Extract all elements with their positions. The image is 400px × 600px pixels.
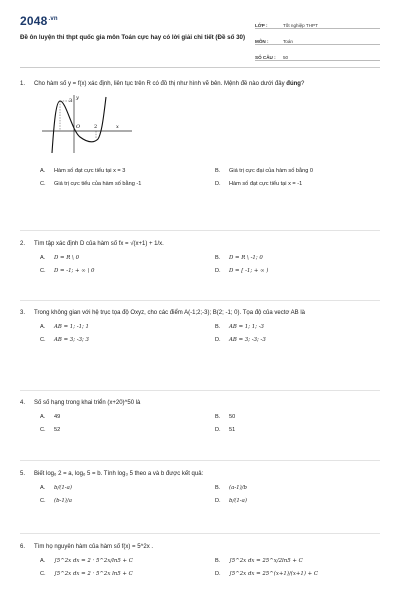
question-6 [20,543,380,577]
option-d[interactable]: D. ∫5^2x dx = 25^(x+1)/(x+1) + C [215,570,319,577]
option-b[interactable]: B. (a-1)/b [215,484,247,491]
option-a[interactable]: A. AB = 1; -1; 1 [40,323,89,330]
question-text: Tìm họ nguyên hàm của hàm số f(x) = 5^2x . [34,544,154,550]
option-d[interactable]: D. Hàm số đạt cực tiểu tại x = -1 [215,180,303,187]
question-text: Tìm tập xác định D của hàm số fx = √(x+1) + 1/x. [34,241,164,247]
option-a[interactable]: A. Hàm số đạt cực tiểu tại x = 3 [40,167,126,174]
question-number: 1. [20,81,26,87]
question-text: Số số hạng trong khai triển (x+20)^50 là [34,400,141,406]
question-text: Biết log₆ 2 = a, log₆ 5 = b. Tính log₃ 5 theo a và b được kết quả: [34,471,204,477]
question-separator [20,533,380,534]
meta-subject-value: Toán [283,39,293,44]
option-a[interactable]: A. D = R \ 0 [40,254,79,261]
function-graph [40,93,135,155]
question-4 [20,399,380,433]
option-b[interactable]: B. 50 [215,413,236,420]
question-number: 5. [20,471,26,477]
option-a[interactable]: A. 49 [40,413,61,420]
header-divider [20,67,380,68]
meta-panel [255,16,380,64]
question-number: 3. [20,310,26,316]
option-d[interactable]: D. 51 [215,426,236,433]
question-text: Trong không gian với hệ trục tọa độ Oxyz, cho các điểm A(-1;2;-3); B(2; -1; 0). Tọa độ của vectơ AB là [34,310,305,316]
meta-class-row [255,16,380,29]
meta-count-label: SỐ CÂU : [255,55,276,60]
meta-subject-row [255,32,380,45]
option-c[interactable]: C. AB = 3; -3; 3 [40,336,89,343]
question-number: 6. [20,544,26,550]
question-separator [20,230,380,231]
meta-count-value: 50 [283,55,289,60]
question-separator [20,390,380,391]
meta-class-value: Tốt nghiệp THPT [283,23,318,28]
option-a[interactable]: A. b/(1-a) [40,484,72,491]
question-number: 2. [20,241,26,247]
option-b[interactable]: B. ∫5^2x dx = 25^x/2ln5 + C [215,557,303,564]
meta-count-row [255,48,380,61]
question-2 [20,240,380,274]
option-a[interactable]: A. ∫5^2x dx = 2 · 5^2x/ln5 + C [40,557,133,564]
option-c[interactable]: C. D = -1; + ∞ \ 0 [40,267,95,274]
option-c[interactable]: C. (b-1)/a [40,497,72,504]
option-c[interactable]: C. ∫5^2x dx = 2 · 5^2x ln5 + C [40,570,133,577]
header [20,14,245,42]
question-separator [20,460,380,461]
option-d[interactable]: D. AB = 3; -3; -3 [215,336,266,343]
option-c[interactable]: C. Giá trị cực tiểu của hàm số bằng -1 [40,180,142,187]
document-title: Đề ôn luyện thi thpt quốc gia môn Toán cực hay có lời giải chi tiết (Đề số 30) [20,34,246,41]
brand-logo: $2048^{.vn}$ [20,14,58,28]
option-d[interactable]: D. b/(1-a) [215,497,247,504]
tick-label-2: 2 [94,123,98,130]
x-axis-label: x [116,123,119,130]
option-b[interactable]: B. Giá trị cực đại của hàm số bằng 0 [215,167,313,174]
y-axis-label: y [76,94,79,101]
option-d[interactable]: D. D = [ -1; + ∞ ) [215,267,269,274]
meta-subject-label: MÔN : [255,39,269,44]
origin-label: O [76,123,81,130]
question-number: 4. [20,400,26,406]
question-1 [20,80,380,187]
question-3 [20,309,380,343]
option-b[interactable]: B. D = R \ -1; 0 [215,254,263,261]
option-b[interactable]: B. AB = 1; 1; -3 [215,323,264,330]
tick-label-3: 3 [69,97,73,104]
question-separator [20,300,380,301]
question-5 [20,470,380,504]
option-c[interactable]: C. 52 [40,426,61,433]
question-text: Cho hàm số y = f(x) xác định, liên tục trên R có đồ thị như hình vẽ bên. Mệnh đề nào dưới đây đúng? [34,81,305,87]
meta-class-label: LỚP : [255,23,268,28]
